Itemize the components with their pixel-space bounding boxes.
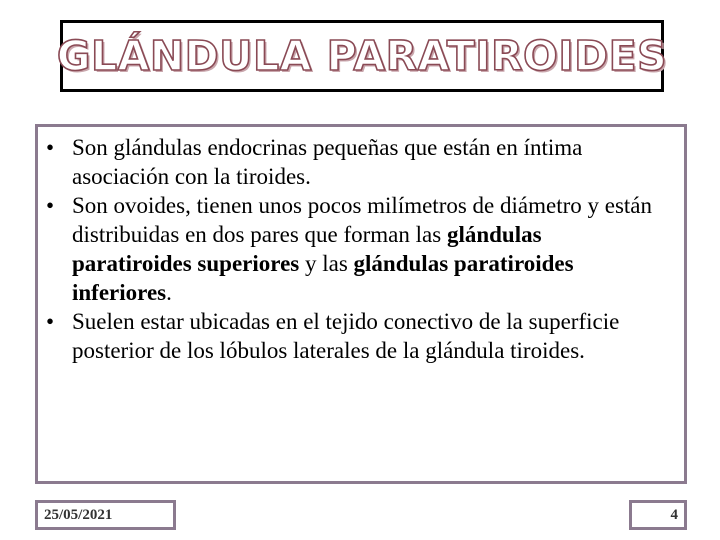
bullet-marker: •: [46, 309, 55, 334]
slide-title: GLÁNDULA PARATIROIDES: [56, 32, 668, 80]
content-frame: [35, 124, 687, 484]
bullet-bold-text: glándulas paratiroides superiores: [72, 222, 542, 276]
bullet-bold-text: glándulas paratiroides inferiores: [72, 251, 574, 305]
bullet-list: [38, 127, 684, 365]
bullet-item-2: [46, 191, 664, 307]
bullet-marker: •: [46, 193, 55, 218]
footer-date: 25/05/2021: [44, 506, 113, 523]
footer-date-box: [35, 500, 176, 530]
footer-page-box: [629, 500, 687, 530]
title-frame: [56, 20, 668, 92]
bullet-item-1: [46, 133, 664, 191]
bullet-text: Son ovoides, tienen unos pocos milímetros de diámetro y están distribuidas en dos pares que forman las: [72, 193, 653, 247]
bullet-text: y las: [299, 251, 354, 276]
bullet-text: Son glándulas endocrinas pequeñas que están en íntima asociación con la tiroides.: [72, 135, 583, 189]
bullet-marker: •: [46, 135, 55, 160]
bullet-text: .: [166, 280, 172, 305]
page-number: 4: [670, 506, 678, 523]
bullet-item-3: [46, 307, 664, 365]
bullet-text: Suelen estar ubicadas en el tejido conectivo de la superficie posterior de los lóbulos laterales de la glándula tiroides.: [72, 309, 620, 363]
